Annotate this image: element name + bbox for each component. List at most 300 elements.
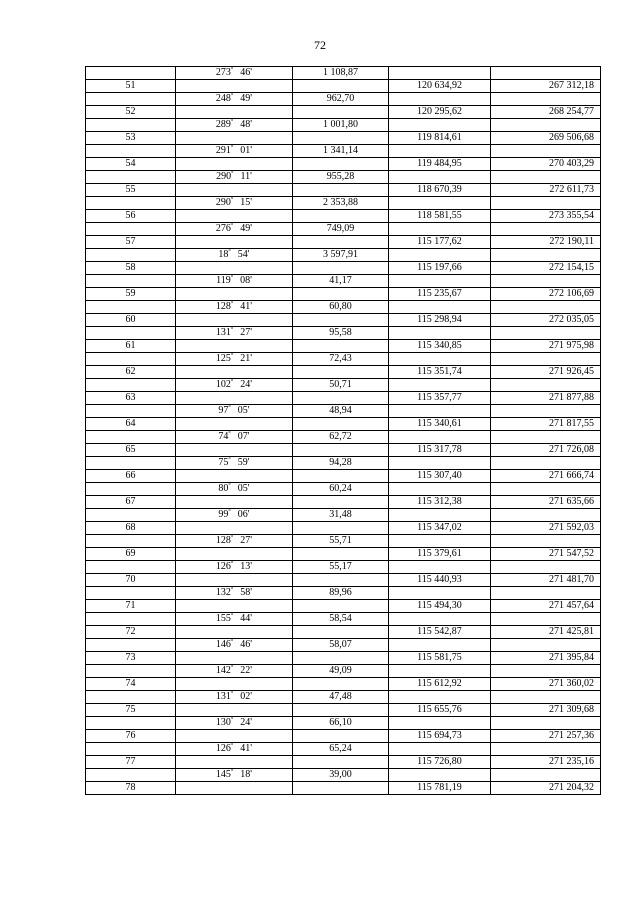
x-coordinate [389,353,491,366]
angle-degrees: 145 [215,769,231,780]
direction-angle [176,639,293,652]
distance-cell [293,548,389,561]
point-row [86,704,601,717]
segment-length: 48,94 [293,405,389,418]
point-number: 54 [86,158,176,171]
y-coordinate [491,171,601,184]
point-row [86,314,601,327]
x-coordinate: 115 312,38 [389,496,491,509]
point-row [86,626,601,639]
x-coordinate [389,275,491,288]
point-number [86,769,176,782]
point-number [86,535,176,548]
point-number [86,171,176,184]
angle-minutes: 59' [237,457,250,468]
x-coordinate: 115 542,87 [389,626,491,639]
angle-minutes: 46' [240,67,253,78]
distance-cell [293,496,389,509]
segment-row [86,483,601,496]
x-coordinate [389,561,491,574]
y-coordinate [491,639,601,652]
angle-cell [176,652,293,665]
distance-cell [293,444,389,457]
segment-row [86,327,601,340]
point-number: 61 [86,340,176,353]
point-number: 76 [86,730,176,743]
point-number: 53 [86,132,176,145]
degree-sign: ° [231,171,234,177]
x-coordinate [389,743,491,756]
angle-minutes: 05' [237,483,250,494]
distance-cell [293,782,389,795]
angle-minutes: 41' [240,301,253,312]
segment-row [86,717,601,730]
x-coordinate [389,301,491,314]
distance-cell [293,132,389,145]
angle-degrees: 142 [215,665,231,676]
x-coordinate [389,717,491,730]
y-coordinate [491,145,601,158]
segment-length: 66,10 [293,717,389,730]
degree-sign: ° [230,119,234,125]
segment-row [86,743,601,756]
segment-row [86,249,601,262]
angle-cell [176,496,293,509]
angle-degrees: 125 [215,353,231,364]
distance-cell [293,314,389,327]
angle-degrees: 128 [215,301,231,312]
point-row [86,600,601,613]
y-coordinate [491,353,601,366]
angle-minutes: 44' [240,613,253,624]
y-coordinate: 269 506,68 [491,132,601,145]
angle-degrees: 126 [215,743,231,754]
x-coordinate [389,93,491,106]
segment-row [86,379,601,392]
direction-angle [176,171,293,184]
segment-length: 65,24 [293,743,389,756]
y-coordinate: 271 204,32 [491,782,601,795]
x-coordinate: 118 670,39 [389,184,491,197]
angle-minutes: 49' [240,93,253,104]
x-coordinate [389,587,491,600]
direction-angle [176,327,293,340]
direction-angle [176,483,293,496]
angle-degrees: 131 [215,691,231,702]
y-coordinate: 271 481,70 [491,574,601,587]
point-number [86,197,176,210]
direction-angle [176,93,293,106]
angle-degrees: 97 [218,405,229,416]
point-number: 65 [86,444,176,457]
point-number: 55 [86,184,176,197]
direction-angle [176,405,293,418]
direction-angle [176,119,293,132]
angle-cell [176,288,293,301]
y-coordinate [491,327,601,340]
y-coordinate [491,223,601,236]
angle-degrees: 75 [218,457,229,468]
point-row [86,132,601,145]
distance-cell [293,678,389,691]
x-coordinate: 115 298,94 [389,314,491,327]
point-number: 52 [86,106,176,119]
point-number [86,379,176,392]
angle-degrees: 289 [215,119,231,130]
angle-cell [176,730,293,743]
point-row [86,210,601,223]
y-coordinate: 271 635,66 [491,496,601,509]
point-number: 59 [86,288,176,301]
point-row [86,236,601,249]
angle-minutes: 49' [240,223,253,234]
y-coordinate: 271 235,16 [491,756,601,769]
x-coordinate: 115 351,74 [389,366,491,379]
y-coordinate [491,691,601,704]
x-coordinate: 115 235,67 [389,288,491,301]
y-coordinate [491,249,601,262]
y-coordinate: 268 254,77 [491,106,601,119]
distance-cell [293,210,389,223]
point-number: 68 [86,522,176,535]
segment-row [86,431,601,444]
segment-row [86,587,601,600]
y-coordinate [491,93,601,106]
y-coordinate [491,457,601,470]
angle-degrees: 126 [215,561,231,572]
y-coordinate [491,509,601,522]
direction-angle [176,613,293,626]
direction-angle [176,223,293,236]
angle-cell [176,678,293,691]
angle-degrees: 248 [215,93,231,104]
angle-cell [176,756,293,769]
segment-row [86,665,601,678]
segment-row [86,93,601,106]
angle-degrees: 146 [215,639,231,650]
y-coordinate: 271 425,81 [491,626,601,639]
angle-cell [176,548,293,561]
angle-cell [176,600,293,613]
y-coordinate [491,535,601,548]
y-coordinate: 272 611,73 [491,184,601,197]
point-row [86,262,601,275]
segment-length: 962,70 [293,93,389,106]
angle-minutes: 22' [240,665,253,676]
segment-row [86,171,601,184]
angle-minutes: 58' [240,587,253,598]
point-row [86,366,601,379]
x-coordinate [389,483,491,496]
distance-cell [293,392,389,405]
point-row [86,652,601,665]
point-row [86,678,601,691]
segment-row [86,509,601,522]
point-number [86,483,176,496]
y-coordinate: 273 355,54 [491,210,601,223]
direction-angle [176,743,293,756]
point-number: 58 [86,262,176,275]
point-row [86,782,601,795]
segment-row [86,405,601,418]
y-coordinate [491,769,601,782]
y-coordinate: 271 877,88 [491,392,601,405]
point-row [86,288,601,301]
angle-minutes: 11' [240,171,252,182]
y-coordinate: 271 395,84 [491,652,601,665]
point-number: 64 [86,418,176,431]
angle-cell [176,626,293,639]
segment-length: 95,58 [293,327,389,340]
y-coordinate: 271 257,36 [491,730,601,743]
degree-sign: ° [228,249,231,255]
angle-minutes: 18' [240,769,253,780]
angle-minutes: 46' [240,639,253,650]
x-coordinate: 115 379,61 [389,548,491,561]
x-coordinate: 119 484,95 [389,158,491,171]
x-coordinate [389,769,491,782]
direction-angle [176,509,293,522]
y-coordinate: 271 975,98 [491,340,601,353]
point-number [86,275,176,288]
y-coordinate [491,561,601,574]
angle-minutes: 24' [240,379,253,390]
point-row [86,548,601,561]
angle-cell [176,210,293,223]
angle-cell [176,262,293,275]
segment-row [86,301,601,314]
distance-cell [293,158,389,171]
x-coordinate [389,249,491,262]
degree-sign: ° [228,457,231,463]
angle-cell [176,80,293,93]
y-coordinate [491,717,601,730]
y-coordinate [491,379,601,392]
segment-row [86,561,601,574]
point-number [86,665,176,678]
angle-minutes: 05' [237,405,250,416]
angle-cell [176,158,293,171]
y-coordinate [491,665,601,678]
direction-angle [176,769,293,782]
x-coordinate: 115 347,02 [389,522,491,535]
direction-angle [176,561,293,574]
segment-length: 50,71 [293,379,389,392]
segment-length: 41,17 [293,275,389,288]
angle-degrees: 99 [218,509,229,520]
degree-sign: ° [230,691,234,697]
degree-sign: ° [230,587,234,593]
direction-angle [176,249,293,262]
point-row [86,496,601,509]
degree-sign: ° [230,769,234,775]
point-number [86,249,176,262]
angle-cell [176,184,293,197]
degree-sign: ° [230,301,234,307]
degree-sign: ° [230,327,234,333]
point-row [86,574,601,587]
point-number [86,119,176,132]
direction-angle [176,353,293,366]
direction-angle [176,197,293,210]
segment-row [86,535,601,548]
distance-cell [293,262,389,275]
degree-sign: ° [230,353,234,359]
segment-length: 49,09 [293,665,389,678]
point-row [86,106,601,119]
angle-minutes: 27' [240,327,253,338]
angle-cell [176,314,293,327]
degree-sign: ° [230,93,234,99]
point-row [86,392,601,405]
angle-minutes: 15' [240,197,253,208]
point-number [86,301,176,314]
angle-cell [176,470,293,483]
degree-sign: ° [230,561,234,567]
angle-minutes: 24' [240,717,253,728]
angle-degrees: 131 [215,327,231,338]
x-coordinate [389,197,491,210]
x-coordinate [389,665,491,678]
segment-row [86,67,601,80]
direction-angle [176,587,293,600]
degree-sign: ° [230,743,234,749]
angle-cell [176,444,293,457]
point-number [86,431,176,444]
point-number: 67 [86,496,176,509]
point-number [86,145,176,158]
angle-degrees: 132 [215,587,231,598]
distance-cell [293,574,389,587]
distance-cell [293,288,389,301]
angle-minutes: 27' [240,535,253,546]
angle-degrees: 119 [216,275,231,286]
segment-length: 3 597,91 [293,249,389,262]
distance-cell [293,652,389,665]
y-coordinate: 271 726,08 [491,444,601,457]
segment-length: 62,72 [293,431,389,444]
segment-length: 89,96 [293,587,389,600]
angle-cell [176,392,293,405]
x-coordinate [389,431,491,444]
direction-angle [176,275,293,288]
angle-cell [176,132,293,145]
y-coordinate [491,587,601,600]
point-number [86,561,176,574]
segment-length: 55,17 [293,561,389,574]
angle-minutes: 21' [240,353,253,364]
angle-cell [176,574,293,587]
angle-degrees: 276 [215,223,231,234]
x-coordinate: 115 307,40 [389,470,491,483]
degree-sign: ° [230,717,234,723]
angle-degrees: 155 [215,613,231,624]
x-coordinate: 115 612,92 [389,678,491,691]
point-number [86,457,176,470]
distance-cell [293,470,389,483]
point-number: 70 [86,574,176,587]
y-coordinate: 271 817,55 [491,418,601,431]
angle-minutes: 41' [240,743,253,754]
y-coordinate: 270 403,29 [491,158,601,171]
y-coordinate: 267 312,18 [491,80,601,93]
x-coordinate [389,457,491,470]
direction-angle [176,665,293,678]
direction-angle [176,67,293,80]
point-row [86,80,601,93]
y-coordinate: 272 106,69 [491,288,601,301]
point-number [86,639,176,652]
segment-row [86,639,601,652]
direction-angle [176,691,293,704]
point-number [86,717,176,730]
x-coordinate: 118 581,55 [389,210,491,223]
angle-cell [176,782,293,795]
angle-cell [176,366,293,379]
degree-sign: ° [230,639,234,645]
y-coordinate [491,743,601,756]
segment-length: 39,00 [293,769,389,782]
distance-cell [293,80,389,93]
y-coordinate [491,405,601,418]
angle-degrees: 273 [215,67,231,78]
x-coordinate [389,509,491,522]
segment-row [86,119,601,132]
y-coordinate [491,67,601,80]
distance-cell [293,600,389,613]
direction-angle [176,145,293,158]
segment-row [86,197,601,210]
segment-row [86,145,601,158]
segment-length: 60,80 [293,301,389,314]
degree-sign: ° [230,275,234,281]
point-number: 66 [86,470,176,483]
degree-sign: ° [230,665,234,671]
distance-cell [293,418,389,431]
y-coordinate [491,119,601,132]
distance-cell [293,756,389,769]
degree-sign: ° [228,405,231,411]
point-number [86,509,176,522]
direction-angle [176,431,293,444]
distance-cell [293,366,389,379]
distance-cell [293,106,389,119]
x-coordinate: 119 814,61 [389,132,491,145]
point-number [86,405,176,418]
point-number: 69 [86,548,176,561]
x-coordinate: 115 177,62 [389,236,491,249]
point-row [86,444,601,457]
y-coordinate: 271 360,02 [491,678,601,691]
point-row [86,418,601,431]
angle-minutes: 02' [240,691,253,702]
x-coordinate [389,691,491,704]
y-coordinate: 271 457,64 [491,600,601,613]
segment-length: 1 108,87 [293,67,389,80]
angle-cell [176,522,293,535]
angle-minutes: 01' [240,145,253,156]
point-row [86,522,601,535]
x-coordinate [389,171,491,184]
point-row [86,184,601,197]
distance-cell [293,184,389,197]
point-number: 74 [86,678,176,691]
y-coordinate: 271 592,03 [491,522,601,535]
point-number [86,587,176,600]
x-coordinate: 115 726,80 [389,756,491,769]
x-coordinate [389,613,491,626]
x-coordinate [389,223,491,236]
